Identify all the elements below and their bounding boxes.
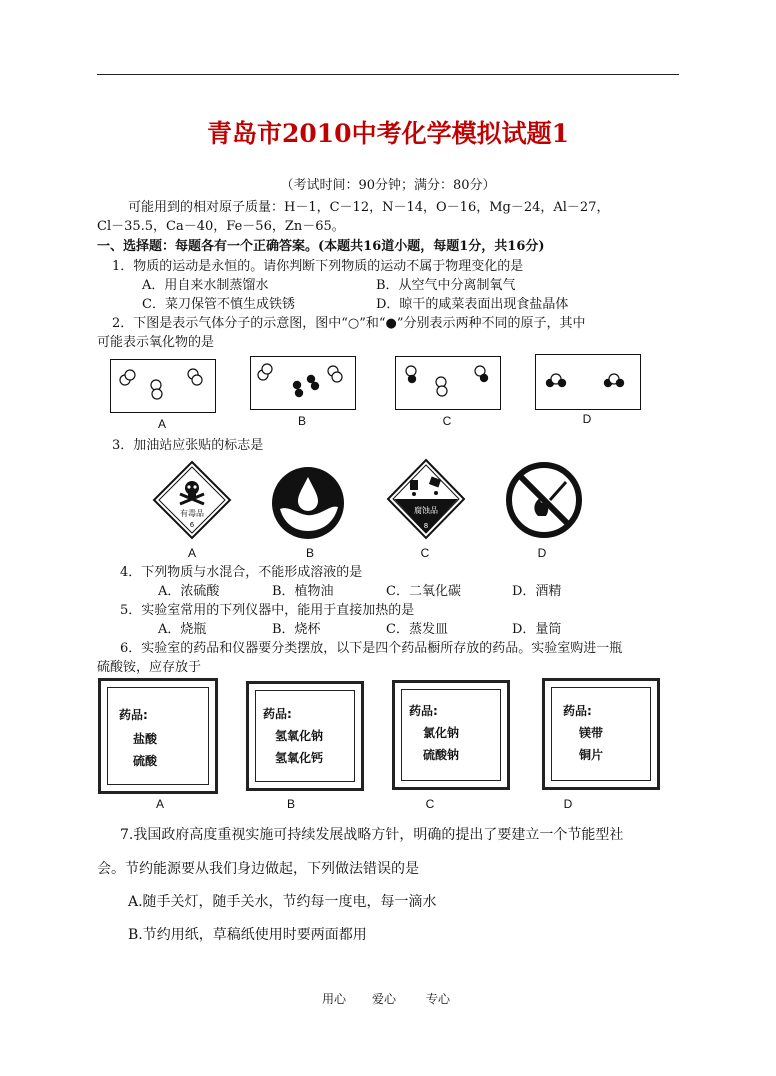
q1-option-c: C．菜刀保管不慎生成铁锈 [142, 297, 295, 312]
cabinet-a [98, 678, 218, 794]
sign-c-number: 8 [423, 522, 429, 530]
q5-stem: 5．实验室常用的下列仪器中，能用于直接加热的是 [120, 603, 415, 618]
cabinet-c-item-1: 氯化钠 [423, 726, 460, 740]
q3-stem: 3．加油站应张贴的标志是 [112, 438, 264, 453]
sign-c-text: 腐蚀品 [414, 506, 438, 515]
page-title: 青岛市2010中考化学模拟试题1 [207, 119, 569, 148]
q4-stem: 4．下列物质与水混合，不能形成溶液的是 [120, 565, 363, 580]
q5-option-a: A．烧瓶 [158, 622, 207, 637]
q5-option-d: D．量筒 [512, 622, 562, 637]
molecule-label-b: B [297, 414, 306, 428]
sign-d-no-fire [504, 460, 584, 540]
sign-a-number: 6 [189, 521, 195, 529]
cabinet-d-heading: 药品: [563, 704, 592, 718]
molecule-b-icon [251, 357, 355, 409]
cabinet-c [392, 680, 510, 790]
molecule-diagram-c [395, 356, 501, 410]
atomic-mass-line-2: Cl－35.5，Ca－40，Fe－56，Zn－65。 [97, 219, 345, 234]
q7-stem-line-2: 会。节约能源要从我们身边做起，下列做法错误的是 [97, 861, 419, 877]
header-rule [97, 74, 679, 75]
sign-a-poison [152, 460, 232, 540]
q1-option-a: A．用自来水制蒸馏水 [142, 278, 269, 293]
footer-word-3: 专心 [426, 992, 451, 1006]
molecule-diagram-d [535, 354, 641, 410]
exam-info: （考试时间：90分钟；满分：80分） [280, 178, 496, 193]
cabinet-c-item-2: 硫酸钠 [423, 748, 460, 762]
cabinet-d-item-2: 铜片 [579, 748, 604, 762]
q7-stem-line-1: 7.我国政府高度重视实施可持续发展战略方针，明确的提出了要建立一个节能型社 [120, 827, 624, 843]
q4-option-a: A．浓硫酸 [158, 584, 220, 599]
molecule-label-a: A [157, 417, 166, 431]
q5-option-c: C．蒸发皿 [386, 622, 448, 637]
cabinet-c-heading: 药品: [409, 704, 438, 718]
molecule-diagram-b [250, 356, 356, 410]
q7-option-a: A.随手关灯，随手关水，节约每一度电，每一滴水 [128, 894, 437, 910]
cabinet-a-item-1: 盐酸 [133, 732, 158, 746]
sign-a-text: 有毒品 [180, 509, 204, 518]
cabinet-label-c: C [425, 797, 435, 811]
q6-stem-line-2: 硫酸铵，应存放于 [97, 660, 202, 675]
sign-label-d: D [537, 546, 547, 560]
molecule-c-icon [396, 357, 500, 409]
footer-word-1: 用心 [322, 992, 347, 1006]
sign-label-b: B [305, 546, 314, 560]
cabinet-b-item-2: 氢氧化钙 [275, 751, 324, 765]
q2-stem-line-2: 可能表示氧化物的是 [97, 335, 215, 350]
q7-option-b: B.节约用纸，草稿纸使用时要两面都用 [128, 927, 367, 943]
water-drop-sign-icon [268, 465, 348, 541]
molecule-label-c: C [442, 414, 452, 428]
sign-c-corrosive [386, 458, 466, 540]
molecule-label-d: D [582, 412, 592, 426]
q1-stem: 1．物质的运动是永恒的。请你判断下列物质的运动不属于物理变化的是 [112, 259, 524, 274]
cabinet-a-item-2: 硫酸 [133, 754, 158, 768]
cabinet-d-item-1: 镁带 [579, 726, 604, 740]
atomic-mass-line-1: 可能用到的相对原子质量：H－1，C－12，N－14，O－16，Mg－24，Al－27， [128, 200, 610, 215]
cabinet-b-item-1: 氢氧化钠 [275, 729, 324, 743]
q4-option-c: C．二氧化碳 [386, 584, 461, 599]
molecule-d-icon [536, 355, 640, 409]
cabinet-b [246, 681, 364, 791]
sign-b-water [268, 465, 348, 541]
section-1-title: 一、选择题：每题各有一个正确答案。(本题共16道小题，每题1分，共16分) [97, 239, 545, 254]
cabinet-b-heading: 药品: [263, 707, 292, 721]
no-fire-sign-icon [504, 460, 584, 540]
q4-option-d: D．酒精 [512, 584, 562, 599]
cabinet-label-d: D [563, 797, 573, 811]
cabinet-d [542, 678, 660, 790]
cabinet-label-b: B [286, 797, 295, 811]
cabinet-label-a: A [155, 797, 164, 811]
q5-option-b: B．烧杯 [272, 622, 321, 637]
molecule-diagram-a [110, 359, 216, 413]
q6-stem-line-1: 6．实验室的药品和仪器要分类摆放，以下是四个药品橱所存放的药品。实验室购进一瓶 [120, 641, 623, 656]
q4-option-b: B．植物油 [272, 584, 334, 599]
sign-label-a: A [187, 546, 196, 560]
cabinet-a-heading: 药品: [119, 708, 148, 722]
q1-option-d: D．晾干的咸菜表面出现食盐晶体 [376, 297, 569, 312]
molecule-a-icon [111, 360, 215, 412]
q2-stem-line-1: 2．下图是表示气体分子的示意图，图中“○”和“●”分别表示两种不同的原子，其中 [112, 316, 586, 331]
q1-option-b: B．从空气中分离制氧气 [376, 278, 516, 293]
sign-label-c: C [420, 546, 430, 560]
footer-word-2: 爱心 [372, 992, 397, 1006]
